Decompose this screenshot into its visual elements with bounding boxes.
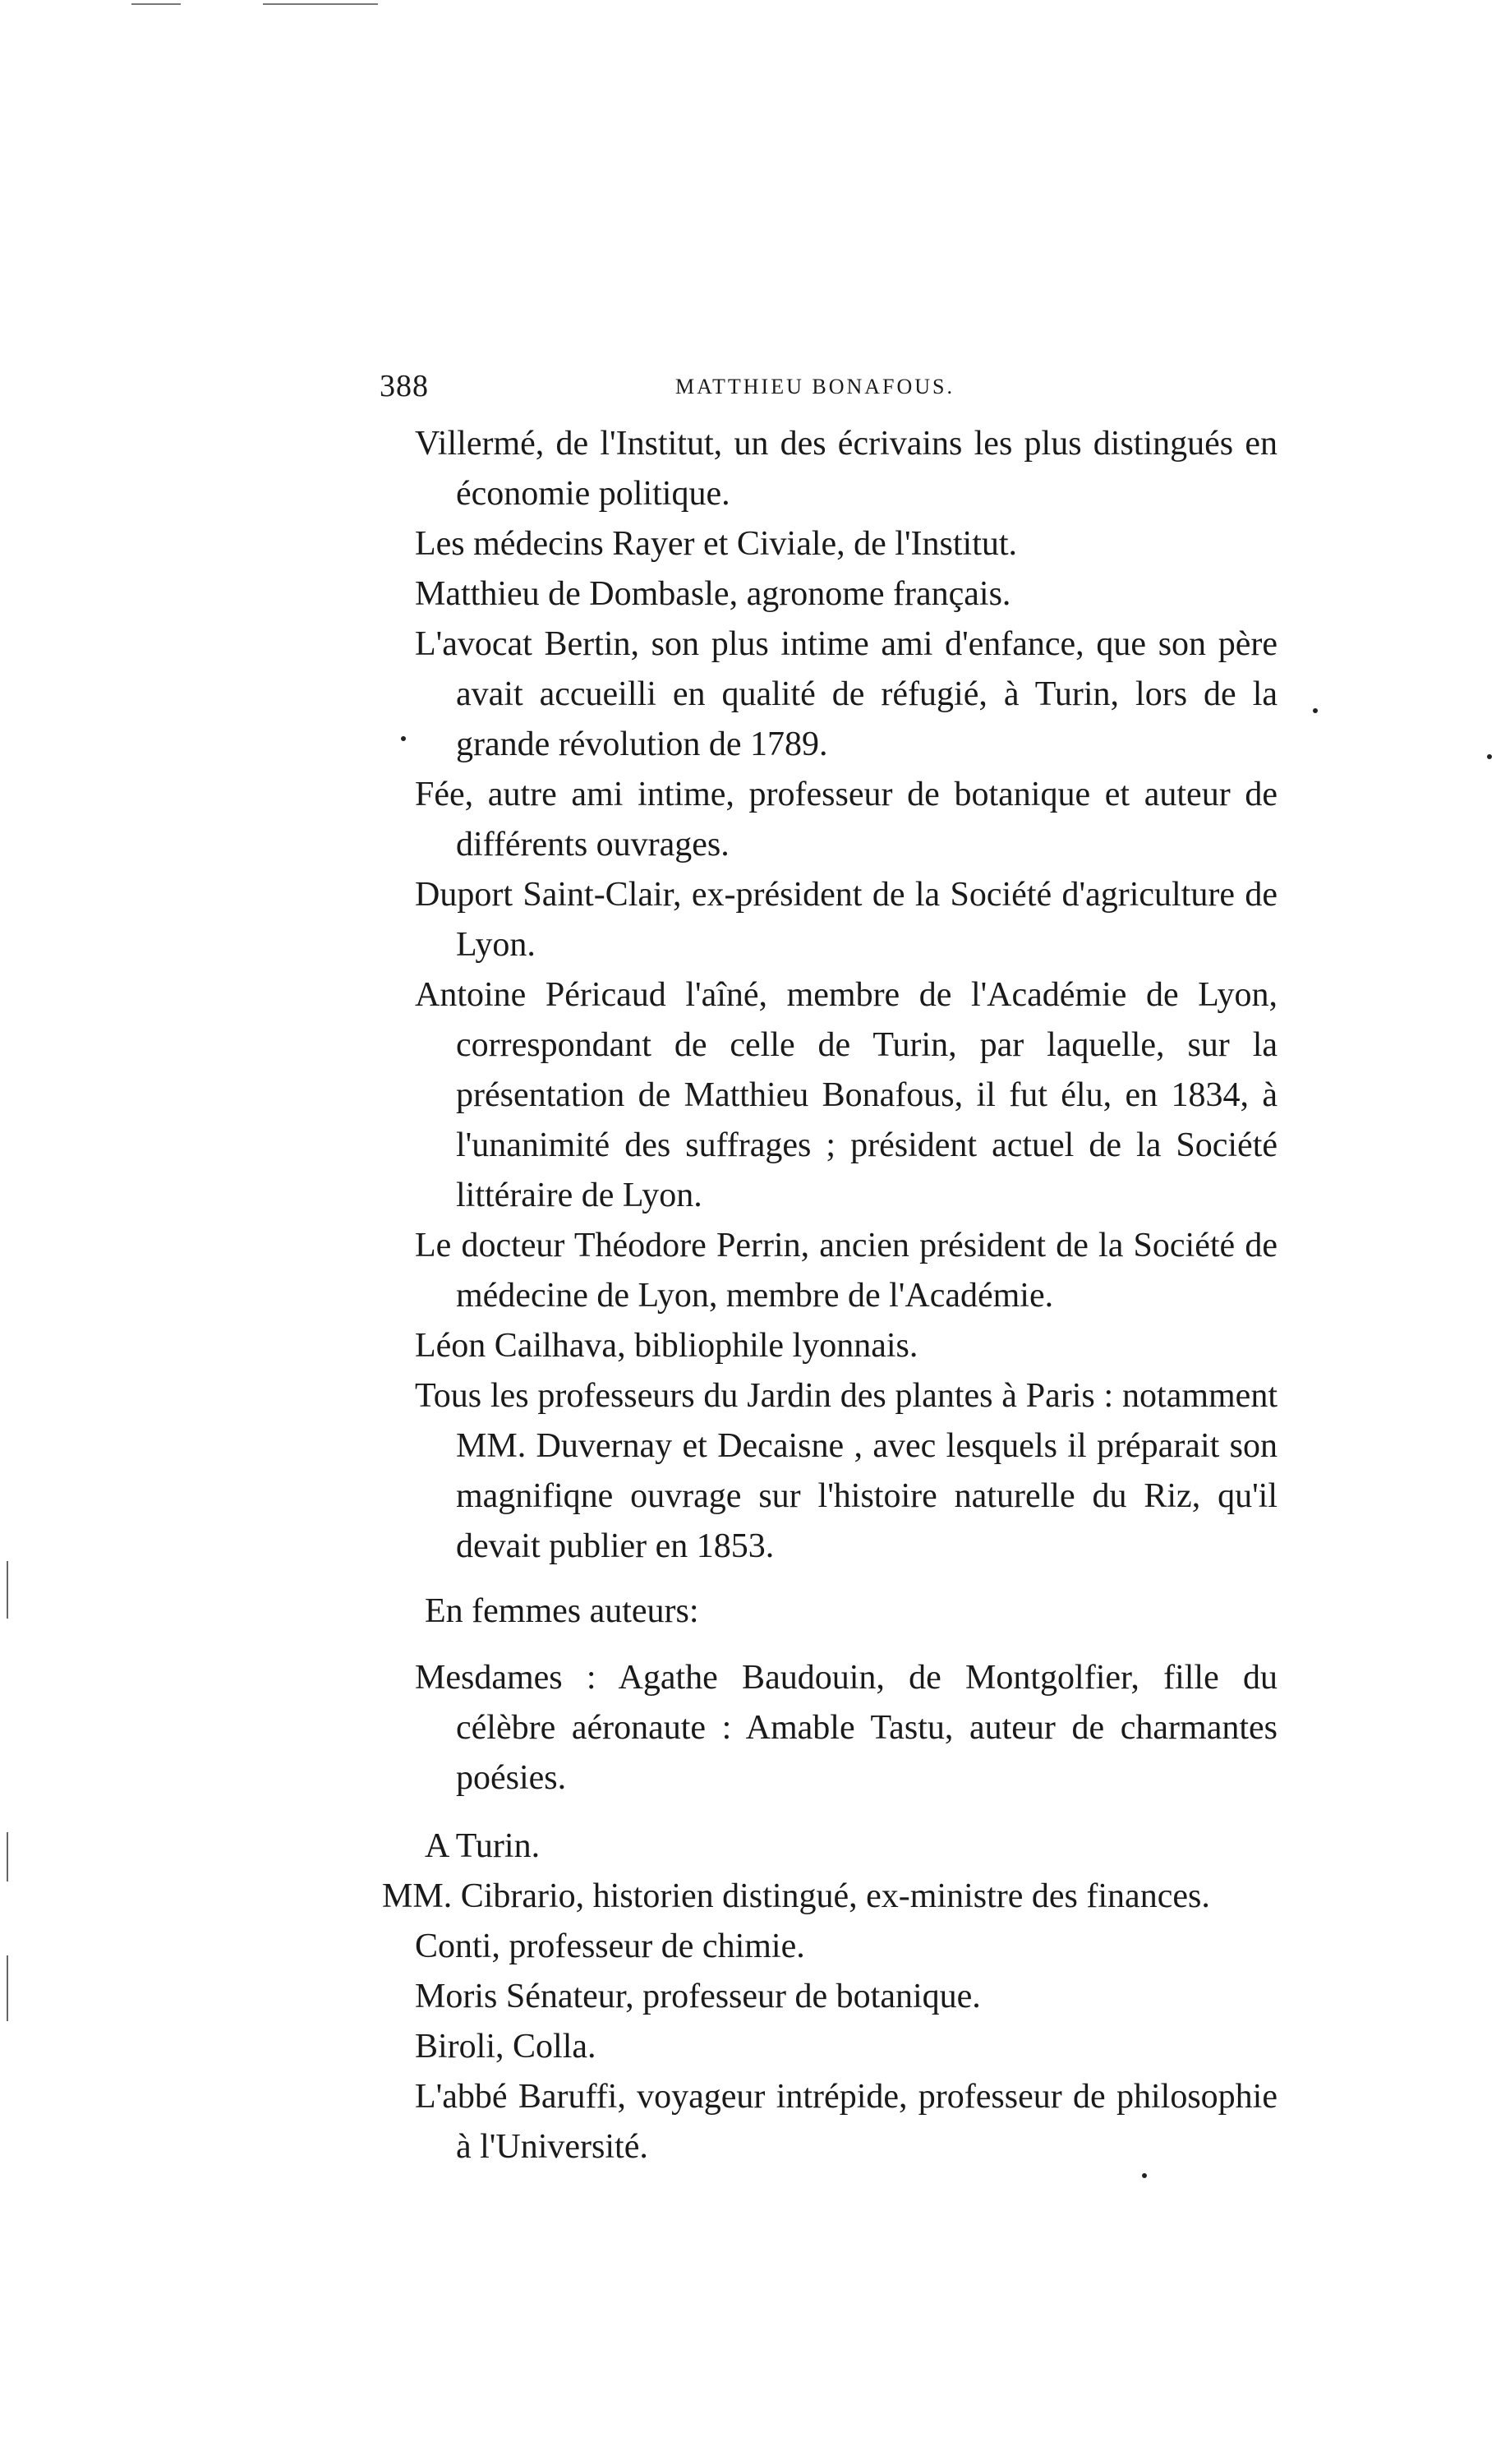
list-item: Tous les professeurs du Jardin des plantes à Paris : notamment MM. Duvernay et Decaisne , avec lesquels il préparait son magnifiqne ouvrage sur l'histoire naturelle du Riz, qu'il devait publier en 1853. <box>415 1377 1278 1565</box>
ink-speck <box>1313 708 1318 713</box>
scan-artifact <box>7 1955 8 2021</box>
list-item: Les médecins Rayer et Civiale, de l'Institut. <box>415 525 1018 563</box>
list-item: Léon Cailhava, bibliophile lyonnais. <box>415 1327 918 1365</box>
running-title: MATTHIEU BONAFOUS. <box>675 375 955 398</box>
list-item: Matthieu de Dombasle, agronome français. <box>415 575 1011 613</box>
scan-artifact <box>263 3 378 5</box>
list-item: Mesdames : Agathe Baudouin, de Montgolfier, fille du célèbre aéronaute : Amable Tastu, auteur de charmantes poésies. <box>415 1659 1278 1797</box>
scan-artifact <box>7 1561 8 1619</box>
running-head <box>380 368 1283 417</box>
ink-speck <box>1487 754 1492 759</box>
list-item: Moris Sénateur, professeur de botanique. <box>415 1978 981 2015</box>
list-item: Duport Saint-Clair, ex-président de la Société d'agriculture de Lyon. <box>415 876 1278 964</box>
section-heading-women-authors: En femmes auteurs: <box>425 1592 699 1630</box>
list-item: Antoine Péricaud l'aîné, membre de l'Académie de Lyon, correspondant de celle de Turin, par laquelle, sur la présentation de Matthieu Bonafous, il fut élu, en 1834, à l'unanimité des suffrages ; président actuel de la Société littéraire de Lyon. <box>415 976 1278 1214</box>
section-heading-turin: A Turin. <box>425 1827 541 1865</box>
scan-artifact <box>7 1832 8 1881</box>
list-item: Villermé, de l'Institut, un des écrivains les plus distingués en économie politique. <box>415 425 1278 513</box>
ink-speck <box>1142 2173 1147 2178</box>
page-number: 388 <box>380 369 429 403</box>
list-item: L'abbé Baruffi, voyageur intrépide, professeur de philosophie à l'Université. <box>415 2078 1278 2166</box>
ink-speck <box>401 736 406 741</box>
list-item: Fée, autre ami intime, professeur de botanique et auteur de différents ouvrages. <box>415 776 1278 864</box>
list-item: L'avocat Bertin, son plus intime ami d'enfance, que son père avait accueilli en qualité de réfugié, à Turin, lors de la grande révolution de 1789. <box>415 625 1278 763</box>
list-item: Conti, professeur de chimie. <box>415 1927 805 1965</box>
list-item: MM. Cibrario, historien distingué, ex-ministre des finances. <box>382 1877 1210 1915</box>
list-item: Biroli, Colla. <box>415 2028 596 2066</box>
body-text <box>382 419 1278 2172</box>
scan-artifact <box>131 3 181 5</box>
list-item: Le docteur Théodore Perrin, ancien président de la Société de médecine de Lyon, membre de l'Académie. <box>415 1227 1278 1315</box>
